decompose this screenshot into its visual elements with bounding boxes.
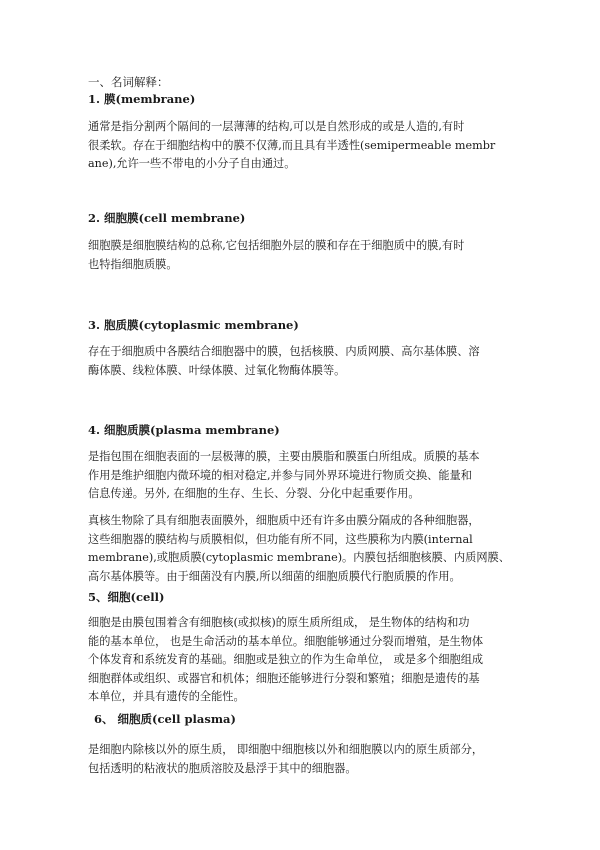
text-line: 本单位，并具有遗传的全能性。 [88,690,245,703]
section-1-paragraph [88,118,516,174]
text-line: 很柔软。存在于细胞结构中的膜不仅薄,而且具有半透性(semipermeable membr [88,138,496,152]
section-3-paragraph [88,343,516,380]
text-line: 真核生物除了具有细胞表面膜外，细胞质中还有许多由膜分隔成的各种细胞器， [88,514,480,527]
text-line: 细胞群体或组织、或器官和机体；细胞还能够进行分裂和繁殖；细胞是遗传的基 [88,671,480,685]
text-line: 存在于细胞质中各膜结合细胞器中的膜，包括核膜、内质网膜、高尔基体膜、溶 [88,345,480,358]
section-6-paragraph [88,741,516,778]
section-3-heading: 3. 胞质膜(cytoplasmic membrane) [88,318,299,332]
text-line: 这些细胞器的膜结构与质膜相似，但功能有所不同，这些膜称为内膜(internal [88,532,473,546]
text-line: membrane),或胞质膜(cytoplasmic membrane)。内膜包括细胞核膜、内质网膜、 [88,551,510,564]
text-line: 是细胞内除核以外的原生质， 即细胞中细胞核以外和细胞膜以内的原生质部分， [88,743,484,756]
text-line: 个体发育和系统发育的基础。细胞或是独立的作为生命单位， 或是多个细胞组成 [88,653,484,666]
text-line: 也特指细胞质膜。 [88,257,178,271]
section-1-heading: 1. 膜(membrane) [88,92,196,106]
section-6-heading: 6、 细胞质(cell plasma) [94,712,236,726]
text-line: 细胞是由膜包围着含有细胞核(或拟核)的原生质所组成， 是生物体的结构和功 [88,616,470,629]
text-line: 包括透明的粘液状的胞质溶胶及悬浮于其中的细胞器。 [88,761,357,775]
text-line: 能的基本单位， 也是生命活动的基本单位。细胞能够通过分裂而增殖，是生物体 [88,634,484,648]
intro-heading: 一、名词解释： [88,75,169,89]
text-line: ane),允许一些不带电的小分子自由通过。 [88,157,296,170]
text-line: 作用是维护细胞内微环境的相对稳定,并参与同外界环境进行物质交换、能量和 [88,468,472,482]
section-2-paragraph [88,237,516,274]
section-4-heading: 4. 细胞质膜(plasma membrane) [88,423,280,437]
text-line: 信息传递。另外, 在细胞的生存、生长、分裂、分化中起重要作用。 [88,487,420,500]
text-line: 酶体膜、线粒体膜、叶绿体膜、过氧化物酶体膜等。 [88,363,346,377]
text-line: 高尔基体膜等。由于细菌没有内膜,所以细菌的细胞质膜代行胞质膜的作用。 [88,569,461,583]
section-5-paragraph [88,614,516,707]
text-line: 通常是指分割两个隔间的一层薄薄的结构,可以是自然形成的或是人造的,有时 [88,120,465,133]
text-line: 细胞膜是细胞膜结构的总称,它包括细胞外层的膜和存在于细胞质中的膜,有时 [88,239,465,252]
section-5-heading: 5、细胞(cell) [88,590,165,604]
section-4-paragraph-2 [88,512,516,586]
text-line: 是指包围在细胞表面的一层极薄的膜，主要由膜脂和膜蛋白所组成。质膜的基本 [88,450,480,463]
section-2-heading: 2. 细胞膜(cell membrane) [88,211,246,225]
section-4-paragraph-1 [88,448,516,504]
